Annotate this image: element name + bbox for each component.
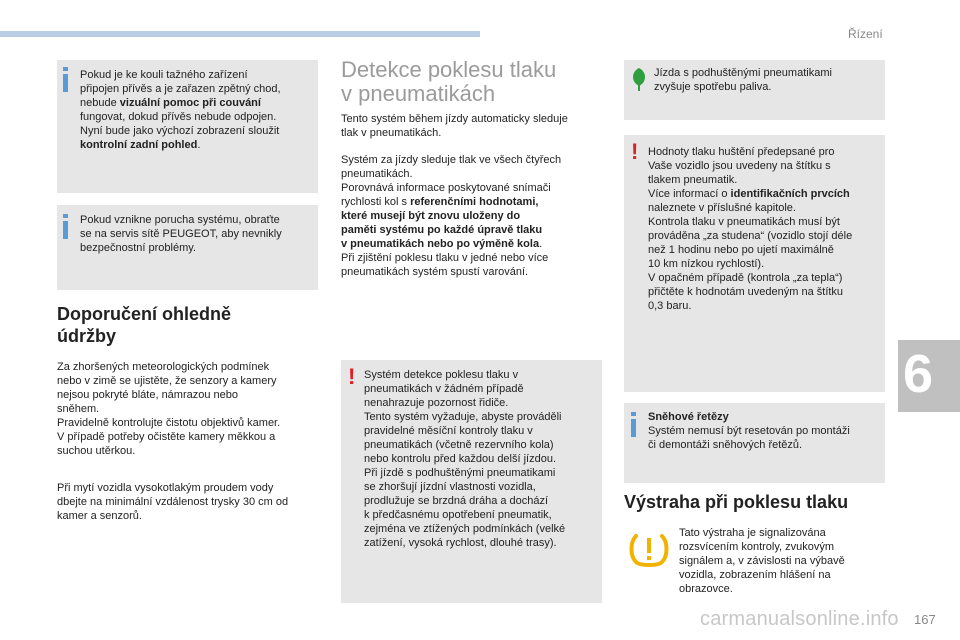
info-box-snow-chains (624, 403, 885, 483)
leaf-eco-icon (629, 66, 649, 92)
warning-box-system (341, 360, 602, 603)
page-number: 167 (914, 612, 936, 627)
maintenance-heading: Doporučení ohledně údržby (57, 304, 232, 346)
detection-paragraph-2: Systém za jízdy sleduje tlak ve všech čtyřech pneumatikách. Porovnává informace poskytované snímači rychlosti kol s referenčními hodnotami, které musejí být znovu uloženy do paměti systému po každé úpravě tlaku v pneumatikách nebo po výměně kola. Při zjištění poklesu tlaku v jedné nebo více pneumatikách systém spustí varování. (341, 154, 562, 278)
info-icon (63, 221, 68, 239)
alert-heading: Výstraha při poklesu tlaku (624, 492, 849, 512)
detection-paragraph-1: Tento systém během jízdy automaticky sleduje tlak v pneumatikách. (341, 113, 568, 139)
fault-text: Pokud vznikne porucha systému, obraťte se na servis sítě PEUGEOT, aby nevnikly bezpečnostní problémy. (80, 214, 282, 254)
eco-box-fuel (624, 60, 885, 120)
warning-box-pressure (624, 135, 885, 392)
trailer-text: Pokud je ke kouli tažného zařízení připojen přívěs a je zařazen zpětný chod, nebude vizuální pomoc při couvání fungovat, dokud přívěs nebude odpojen. Nyní bude jako výchozí zobrazení sloužit kontrolní zadní pohled. (80, 69, 281, 151)
snow-chains-text: Sněhové řetězy Systém nemusí být resetován po montáži či demontáži sněhových řetězů. (648, 411, 850, 451)
pressure-text: Hodnoty tlaku huštění předepsané pro Vaše vozidlo jsou uvedeny na štítku s tlakem pneumatik. Více informací o identifikačních prvcích naleznete v příslušné kapitole. Kontrola tlaku v pneumatikách musí být prováděna „za studena“ (vozidlo stojí déle než 1 hodinu nebo po ujetí maximálně 10 km nízkou rychlostí). V opačném případě (kontrola „za tepla“) přičtěte k hodnotám uvedeným na štítku 0,3 baru. (648, 146, 853, 312)
maintenance-paragraph-2: Při mytí vozidla vysokotlakým proudem vody dbejte na minimální vzdálenost trysky 30 cm od kamer a senzorů. (57, 482, 289, 522)
alert-text: Tato výstraha je signalizována rozsvícením kontroly, zvukovým signálem a, v závislosti na výbavě vozidla, zobrazením hlášení na obrazovce. (679, 527, 845, 595)
warning-system-text: Systém detekce poklesu tlaku v pneumatikách v žádném případě nenahrazuje pozornost řidiče. Tento systém vyžaduje, abyste prováděli pravidelné měsíční kontroly tlaku v pneumatikách (včetně rezervního kola) nebo kontrolu před každou delší jízdou. Při jízdě s podhuštěnými pneumatikami se zhoršují jízdní vlastnosti vozidla, prodlužuje se brzdná dráha a dochází k předčasnému opotřebení pneumatik, zejména ve ztížených podmínkách (velké zatížení, vysoká rychlost, dlouhé trasy). (364, 369, 566, 549)
top-accent-bar (0, 31, 480, 37)
info-icon (631, 419, 636, 437)
fuel-text: Jízda s podhuštěnými pneumatikami zvyšuje spotřebu paliva. (654, 67, 832, 93)
maintenance-paragraph-1: Za zhoršených meteorologických podmínek nebo v zimě se ujistěte, že senzory a kamery nejsou pokryté bláte, námrazou nebo sněhem. Pravidelně kontrolujte čistotu objektivů kamer. V případě potřeby očistěte kamery měkkou a suchou utěrkou. (57, 361, 281, 457)
info-box-fault (57, 205, 318, 290)
info-box-trailer (57, 60, 318, 193)
section-title: Řízení (848, 27, 883, 41)
chapter-number: 6 (903, 344, 934, 404)
warning-exclamation-icon: ! (348, 364, 356, 389)
warning-exclamation-icon: ! (631, 139, 639, 164)
tyre-pressure-warning-icon (628, 528, 670, 570)
info-icon (63, 74, 68, 92)
watermark: carmanualsonline.info (700, 608, 899, 630)
detection-heading: Detekce poklesu tlaku v pneumatikách (341, 57, 557, 106)
